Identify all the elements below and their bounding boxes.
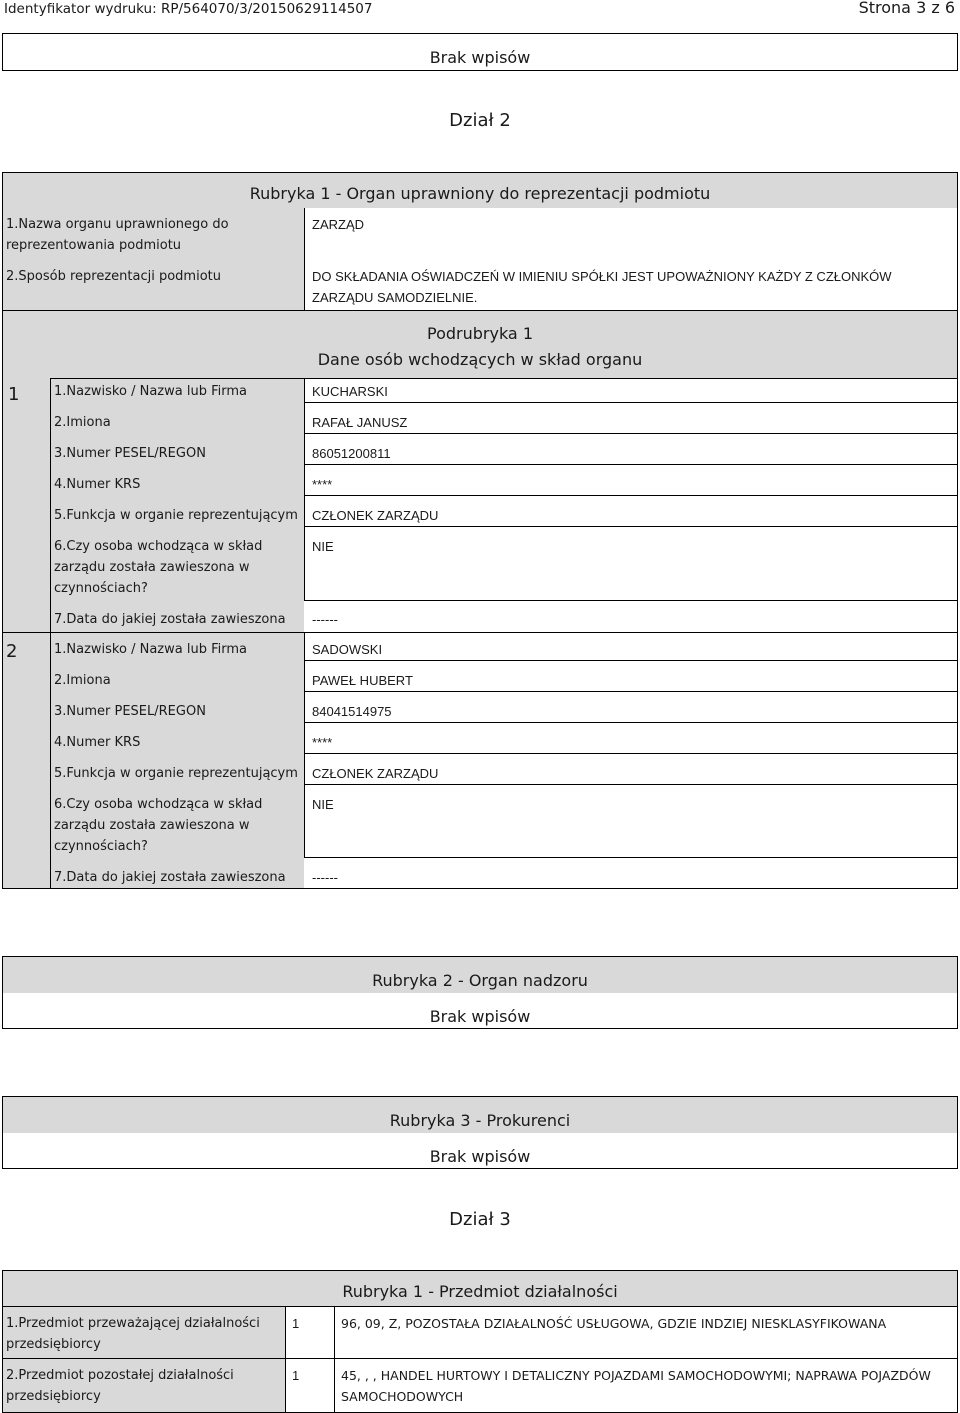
suspended-until-label: 7.Data do jakiej została zawieszona: [54, 870, 286, 885]
rubryka-3-box: [2, 1096, 958, 1169]
print-identifier: Identyfikator wydruku: RP/564070/3/20150629114507: [4, 1, 373, 17]
activity-label: 1.Przedmiot przeważającej działalności przedsiębiorcy: [6, 1316, 260, 1352]
dzial3-rubryka-1-title: Rubryka 1 - Przedmiot działalności: [342, 1282, 618, 1301]
name-value: SADOWSKI: [312, 642, 383, 657]
krs-value: ****: [312, 477, 333, 492]
name-value: KUCHARSKI: [312, 384, 388, 399]
suspended-value: NIE: [312, 797, 334, 812]
rubryka-2-box: [2, 956, 958, 1029]
function-value: CZŁONEK ZARZĄDU: [312, 766, 439, 781]
organ-name-label: 1.Nazwa organu uprawnionego do reprezentowania podmiotu: [6, 217, 229, 253]
empty-entries-text: Brak wpisów: [429, 48, 531, 67]
suspended-until-value: ------: [312, 870, 338, 885]
podrubryka-title: Podrubryka 1: [427, 324, 533, 343]
previous-section-box: [2, 33, 958, 71]
rubryka-3-empty-text: Brak wpisów: [429, 1147, 531, 1166]
function-value: CZŁONEK ZARZĄDU: [312, 508, 439, 523]
representation-value: DO SKŁADANIA OŚWIADCZEŃ W IMIENIU SPÓŁKI JEST UPOWAŻNIONY KAŻDY Z CZŁONKÓW ZARZĄDU SAMODZIELNIE.: [312, 269, 892, 305]
suspended-label: 6.Czy osoba wchodząca w skład zarządu została zawieszona w czynnościach?: [54, 797, 263, 854]
function-label: 5.Funkcja w organie reprezentującym: [54, 766, 298, 781]
person-index: 1: [8, 384, 20, 405]
name-label: 1.Nazwisko / Nazwa lub Firma: [54, 642, 247, 657]
page-number: Strona 3 z 6: [858, 0, 955, 17]
organ-name-value: ZARZĄD: [312, 217, 364, 232]
krs-label: 4.Numer KRS: [54, 735, 141, 750]
activity-label: 2.Przedmiot pozostałej działalności przedsiębiorcy: [6, 1368, 234, 1404]
activity-value: 45, , , HANDEL HURTOWY I DETALICZNY POJAZDAMI SAMOCHODOWYMI; NAPRAWA POJAZDÓW SAMOCHODOWYCH: [341, 1368, 931, 1404]
name-label: 1.Nazwisko / Nazwa lub Firma: [54, 384, 247, 399]
activity-number: 1: [292, 1316, 300, 1331]
podrubryka-subtitle: Dane osób wchodzących w skład organu: [317, 350, 643, 369]
activity-value: 96, 09, Z, POZOSTAŁA DZIAŁALNOŚĆ USŁUGOWA, GDZIE INDZIEJ NIESKLASYFIKOWANA: [341, 1316, 887, 1331]
suspended-until-value: ------: [312, 612, 338, 627]
first-names-value: PAWEŁ HUBERT: [312, 673, 413, 688]
pesel-label: 3.Numer PESEL/REGON: [54, 446, 206, 461]
representation-label: 2.Sposób reprezentacji podmiotu: [6, 269, 221, 284]
first-names-label: 2.Imiona: [54, 673, 111, 688]
suspended-until-label: 7.Data do jakiej została zawieszona: [54, 612, 286, 627]
rubryka-1-title: Rubryka 1 - Organ uprawniony do reprezentacji podmiotu: [249, 184, 711, 203]
section-title-dzial-3: Dział 3: [449, 1209, 511, 1230]
rubryka-2-title: Rubryka 2 - Organ nadzoru: [372, 971, 588, 990]
suspended-value: NIE: [312, 539, 334, 554]
person-index: 2: [6, 641, 18, 662]
pesel-label: 3.Numer PESEL/REGON: [54, 704, 206, 719]
first-names-label: 2.Imiona: [54, 415, 111, 430]
pesel-value: 86051200811: [312, 446, 391, 461]
pesel-value: 84041514975: [312, 704, 392, 719]
krs-label: 4.Numer KRS: [54, 477, 141, 492]
function-label: 5.Funkcja w organie reprezentującym: [54, 508, 298, 523]
index-column-bg: [2, 378, 50, 888]
rubryka-3-title: Rubryka 3 - Prokurenci: [389, 1111, 571, 1130]
section-title-dzial-2: Dział 2: [449, 110, 511, 131]
krs-value: ****: [312, 735, 333, 750]
first-names-value: RAFAŁ JANUSZ: [312, 415, 408, 430]
rubryka-2-empty-text: Brak wpisów: [429, 1007, 531, 1026]
activity-number: 1: [292, 1368, 300, 1383]
suspended-label: 6.Czy osoba wchodząca w skład zarządu została zawieszona w czynnościach?: [54, 539, 263, 596]
